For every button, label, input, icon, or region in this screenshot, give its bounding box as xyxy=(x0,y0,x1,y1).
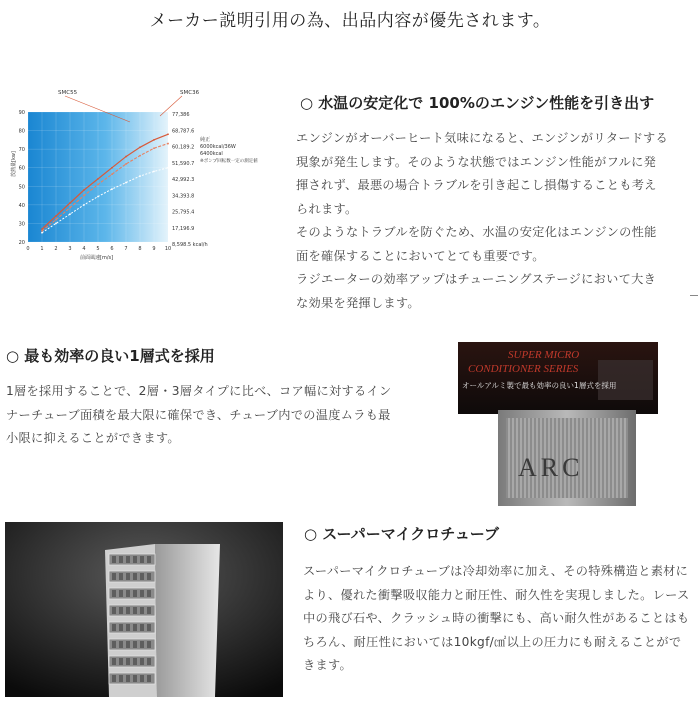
data-point xyxy=(69,213,71,215)
right-ticks xyxy=(172,112,211,248)
y-axis-label: 放熱量[kw] xyxy=(11,151,17,177)
tube-channel xyxy=(119,641,123,648)
tube-channel xyxy=(140,590,144,597)
tube-channel xyxy=(119,590,123,597)
section2-title: ○ 最も効率の良い1層式を採用 xyxy=(6,347,215,365)
data-point xyxy=(153,147,155,149)
right-tick-label: 51,590.7 xyxy=(172,160,195,167)
x-tick-label: 8 xyxy=(138,246,142,252)
tube-channel xyxy=(126,590,130,597)
notice-banner: メーカー説明引用の為、出品内容が優先されます。 xyxy=(149,11,551,31)
tube-channel xyxy=(126,675,130,682)
tube-channel xyxy=(147,556,151,563)
tube-channel xyxy=(119,675,123,682)
tube-channel xyxy=(133,590,137,597)
right-tick-label: 25,795.4 xyxy=(172,209,195,216)
tube-channel xyxy=(126,624,130,631)
tube-channel xyxy=(147,641,151,648)
tube-channel xyxy=(133,556,137,563)
data-point xyxy=(139,155,141,157)
right-tick-label: 60,189.2 xyxy=(172,144,195,151)
data-point xyxy=(55,223,57,225)
section1-body xyxy=(296,127,668,315)
tube-channel xyxy=(126,607,130,614)
data-point xyxy=(167,133,169,135)
tube-channel xyxy=(119,607,123,614)
x-tick-label: 9 xyxy=(152,246,156,252)
tube-channel xyxy=(140,556,144,563)
micro-tube-image xyxy=(5,522,283,697)
section1-paragraph: エンジンがオーバーヒート気味になると、エンジンがリタードする現象が発生します。そのような状態ではエンジン性能がフルに発揮されず、最悪の場合トラブルを引き起こし損傷することも考えられます。 xyxy=(296,131,668,216)
tube-channel xyxy=(112,675,116,682)
tube-channel xyxy=(133,573,137,580)
x-tick-label: 10 xyxy=(164,246,172,252)
data-point xyxy=(41,232,43,234)
data-point xyxy=(139,175,141,177)
x-tick-label: 2 xyxy=(54,246,58,252)
tube-channel xyxy=(140,658,144,665)
right-tick-label: 17,196.9 xyxy=(172,225,195,232)
section1-title: ○ 水温の安定化で 100%のエンジン性能を引き出す xyxy=(300,94,655,112)
radiator-svg xyxy=(458,342,658,510)
tube-channel xyxy=(126,556,130,563)
tube-channel xyxy=(119,658,123,665)
data-point xyxy=(111,167,113,169)
x-tick-label: 7 xyxy=(124,246,128,252)
tube-channel xyxy=(140,573,144,580)
data-point xyxy=(97,178,99,180)
tube-channel xyxy=(140,624,144,631)
tube-channel xyxy=(126,658,130,665)
data-point xyxy=(41,230,43,232)
chart-svg xyxy=(10,82,278,262)
tube-channel xyxy=(147,573,151,580)
tube-channel xyxy=(147,590,151,597)
car-silhouette xyxy=(598,360,653,400)
tube-channel xyxy=(119,624,123,631)
series-line1: SUPER MICRO xyxy=(508,349,580,361)
tube-channel xyxy=(112,590,116,597)
stock-note-2: 6400kcal xyxy=(200,151,223,157)
tube-channel xyxy=(147,624,151,631)
stock-note-1: 6000kcal/36W xyxy=(200,144,236,150)
y-tick-label: 20 xyxy=(18,240,25,246)
tube-channel xyxy=(119,573,123,580)
x-axis-label: 前面風速[m/s] xyxy=(80,255,114,261)
tube-channel xyxy=(112,624,116,631)
data-point xyxy=(167,167,169,169)
x-tick-label: 6 xyxy=(110,246,114,252)
data-point xyxy=(97,196,99,198)
edge-divider xyxy=(690,295,698,296)
data-point xyxy=(83,204,85,206)
data-point xyxy=(83,189,85,191)
section1-paragraph: そのようなトラブルを防ぐため、水温の安定化はエンジンの性能面を確保することにおいてとても重要です。 xyxy=(296,225,657,263)
tube-channel xyxy=(147,658,151,665)
tube-channel xyxy=(140,607,144,614)
series-tagline: オールアルミ製で最も効率の良い1層式を採用 xyxy=(462,381,617,390)
y-tick-label: 30 xyxy=(18,221,25,228)
y-tick-label: 90 xyxy=(18,110,25,116)
data-point xyxy=(41,228,43,230)
x-tick-label: 3 xyxy=(68,246,72,252)
x-tick-label: 1 xyxy=(40,246,44,252)
tube-channel xyxy=(133,607,137,614)
y-tick-label: 50 xyxy=(18,184,25,191)
data-point xyxy=(139,146,141,148)
tube-channel xyxy=(126,573,130,580)
data-point xyxy=(125,182,127,184)
section1-paragraph: ラジエーターの効率アップはチューニングステージにおいて大きな効果を発揮します。 xyxy=(296,272,657,310)
tube-channel xyxy=(119,556,123,563)
y-tick-label: 70 xyxy=(18,147,25,154)
x-tick-label: 0 xyxy=(26,246,30,252)
section3-title: ○ スーパーマイクロチューブ xyxy=(304,525,500,543)
tube-channel xyxy=(112,607,116,614)
tube-channel xyxy=(133,624,137,631)
data-point xyxy=(125,156,127,158)
data-point xyxy=(69,207,71,209)
label-smc36: SMC36 xyxy=(180,90,200,96)
data-point xyxy=(153,171,155,173)
data-point xyxy=(167,143,169,145)
x-tick-label: 5 xyxy=(96,246,100,252)
y-tick-label: 40 xyxy=(18,202,25,209)
tube-channel xyxy=(112,641,116,648)
data-point xyxy=(55,215,57,217)
tube-channel xyxy=(147,607,151,614)
tube-svg xyxy=(5,522,283,697)
data-point xyxy=(153,139,155,141)
tube-channel xyxy=(140,675,144,682)
tube-channel xyxy=(140,641,144,648)
section3-paragraph: スーパーマイクロチューブは冷却効率に加え、その特殊構造と素材により、優れた衝撃吸収能力と耐圧性、耐久性を実現しました。レース中の飛び石や、クラッシュ時の衝撃にも、高い耐久性があることはもちろん、耐圧性においては10kgf/㎠以上の圧力にも耐えることができます。 xyxy=(303,564,690,672)
tube-channel xyxy=(126,641,130,648)
tube-channel xyxy=(133,675,137,682)
right-tick-label: 8,598.5 kcal/h xyxy=(172,242,208,248)
tube-channel xyxy=(112,556,116,563)
y-ticks xyxy=(19,110,25,246)
right-tick-label: 68,787.6 xyxy=(172,128,195,135)
section3-body xyxy=(303,560,691,678)
pump-note: ※ポンプ回転数一定の測定値 xyxy=(200,159,258,164)
label-smc55: SMC55 xyxy=(58,90,78,96)
data-point xyxy=(97,184,99,186)
x-tick-label: 4 xyxy=(82,246,86,252)
heat-dissipation-chart xyxy=(10,82,278,262)
tube-channel xyxy=(112,573,116,580)
data-point xyxy=(83,195,85,197)
x-ticks xyxy=(26,246,171,252)
right-tick-label: 42,992.3 xyxy=(172,177,195,183)
series-line2: CONDITIONER SERIES xyxy=(468,363,579,375)
data-point xyxy=(125,163,127,165)
tube-channel xyxy=(112,658,116,665)
section2-body xyxy=(6,380,396,451)
data-point xyxy=(55,219,57,221)
tube-channel xyxy=(133,641,137,648)
tube-channel xyxy=(133,658,137,665)
right-tick-label: 77,386 xyxy=(172,112,190,118)
tube-side xyxy=(155,544,220,697)
y-tick-label: 80 xyxy=(18,128,25,135)
data-point xyxy=(111,173,113,175)
data-point xyxy=(111,188,113,190)
section2-paragraph: 1層を採用することで、2層・3層タイプに比べ、コア幅に対するインナーチューブ面積を最大限に確保でき、チューブ内での温度ムラも最小限に抑えることができます。 xyxy=(6,384,392,445)
brand-logo: ARC xyxy=(518,453,584,482)
stock-label: 純正 xyxy=(200,137,211,143)
tube-channel xyxy=(147,675,151,682)
right-tick-label: 34,393.8 xyxy=(172,193,195,200)
radiator-product-image xyxy=(458,342,658,510)
y-tick-label: 60 xyxy=(18,165,25,172)
data-point xyxy=(69,202,71,204)
